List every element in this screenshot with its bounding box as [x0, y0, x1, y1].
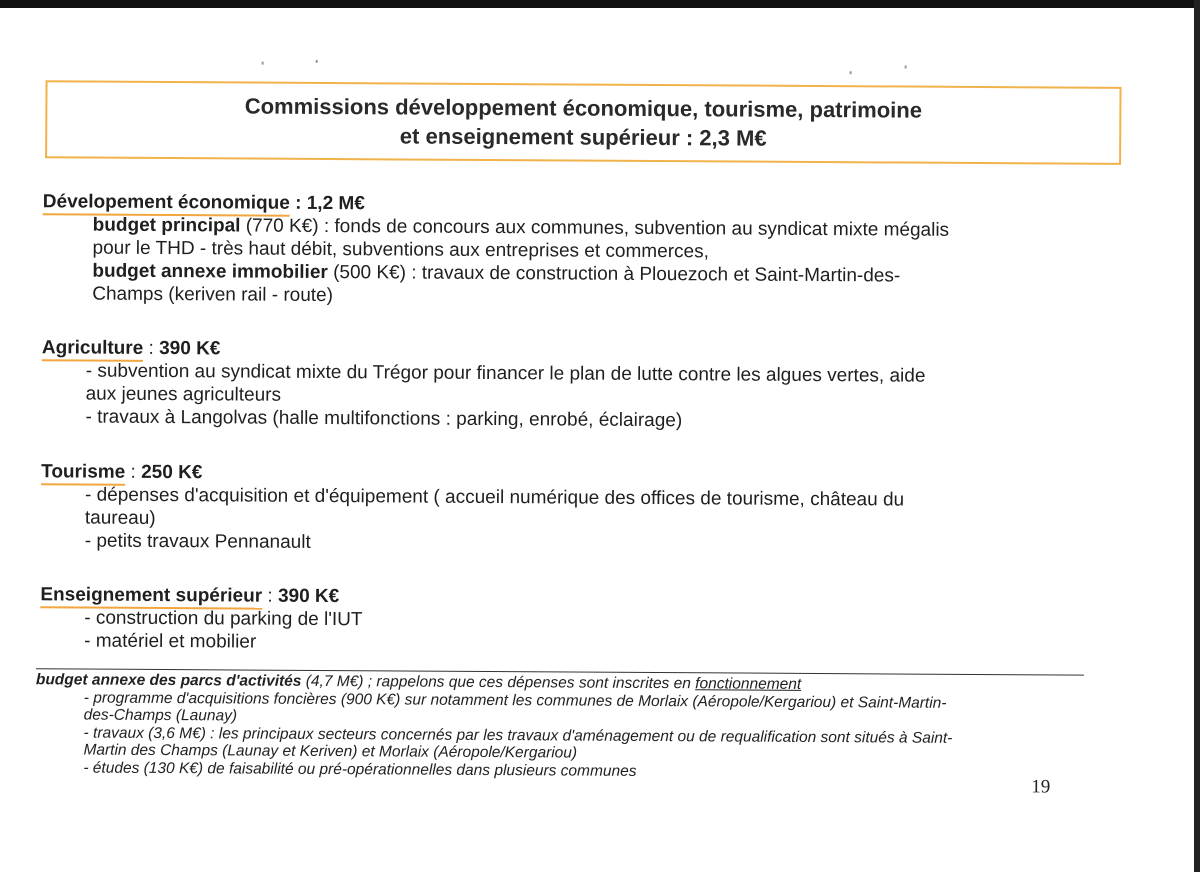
footnote-item: - programme d'acquisitions foncières (900 K€) sur notamment les communes de Morlaix (Aéropole/Kergariou) et Saint-Martin- [83, 689, 947, 712]
footnote [35, 671, 1096, 782]
heading-sep: : [125, 461, 142, 483]
budget-principal-label: budget principal [92, 214, 241, 237]
heading-amount: 250 K€ [141, 461, 203, 484]
document-page [0, 8, 1194, 879]
list-item: - travaux à Langolvas (halle multifonctions : parking, enrobé, éclairage) [85, 406, 683, 432]
section-developpement [42, 190, 949, 311]
budget-annexe-text: (500 K€) : travaux de construction à Plouezoch et Saint-Martin-des- [327, 262, 901, 287]
heading-label: Agriculture [42, 337, 144, 362]
scan-speck [262, 62, 264, 65]
heading-sep: : [143, 337, 160, 359]
footnote-item: - travaux (3,6 M€) : les principaux secteurs concernés par les travaux d'aménagement ou de requalification sont situés à Saint- [83, 724, 953, 747]
list-item: - matériel et mobilier [84, 630, 257, 653]
title-line-2: et enseignement supérieur : 2,3 M€ [399, 123, 767, 151]
budget-annexe-label: budget annexe immobilier [92, 260, 328, 284]
heading-label: Tourisme [41, 461, 125, 486]
section-heading [40, 583, 362, 608]
footnote-item: - études (130 K€) de faisabilité ou pré-opérationnelles dans plusieurs communes [83, 759, 637, 780]
section-enseignement [40, 583, 363, 654]
footnote-lead-label: budget annexe des parcs d'activités [35, 671, 302, 690]
list-item: - construction du parking de l'IUT [84, 607, 363, 631]
list-item: - subvention au syndicat mixte du Trégor pour financer le plan de lutte contre les algues vertes, aide [85, 360, 926, 387]
heading-label: Enseignement supérieur [40, 584, 262, 609]
heading-amount: 390 K€ [277, 585, 340, 608]
heading-label: Dévelopement économique [43, 191, 290, 217]
list-item: - dépenses d'acquisition et d'équipement ( accueil numérique des offices de tourisme, château du [84, 484, 905, 511]
footnote-lead-text: (4,7 M€) ; rappelons que ces dépenses sont inscrites en [301, 672, 696, 693]
scan-speck [316, 60, 318, 63]
budget-principal-cont: pour le THD - très haut débit, subventions aux entreprises et commerces, [92, 237, 709, 263]
scan-speck [905, 66, 907, 69]
heading-amount: : 1,2 M€ [289, 192, 365, 215]
scan-edge-top [0, 0, 1200, 8]
footnote-lead-underlined: fonctionnement [695, 675, 802, 693]
budget-principal-text: (770 K€) : fonds de concours aux communes, subvention au syndicat mixte mégalis [240, 215, 950, 241]
list-item: - petits travaux Pennanault [84, 530, 311, 553]
budget-annexe-cont: Champs (keriven rail - route) [92, 283, 334, 307]
section-agriculture [41, 336, 925, 433]
title-box [45, 80, 1121, 165]
footnote-item-cont: Martin des Champs (Launay et Keriven) et Morlaix (Aéropole/Kergariou) [83, 741, 578, 762]
list-item-cont: aux jeunes agriculteurs [85, 383, 282, 406]
title-line-1: Commissions développement économique, tourisme, patrimoine [244, 93, 923, 123]
section-tourisme [41, 460, 905, 557]
scan-edge-right [1194, 0, 1200, 872]
footnote-item-cont: des-Champs (Launay) [83, 706, 238, 725]
list-item-cont: taureau) [84, 507, 156, 529]
heading-sep: : [262, 585, 279, 607]
page-number: 19 [1031, 776, 1051, 798]
scan-speck [850, 71, 852, 74]
heading-amount: 390 K€ [159, 337, 221, 360]
